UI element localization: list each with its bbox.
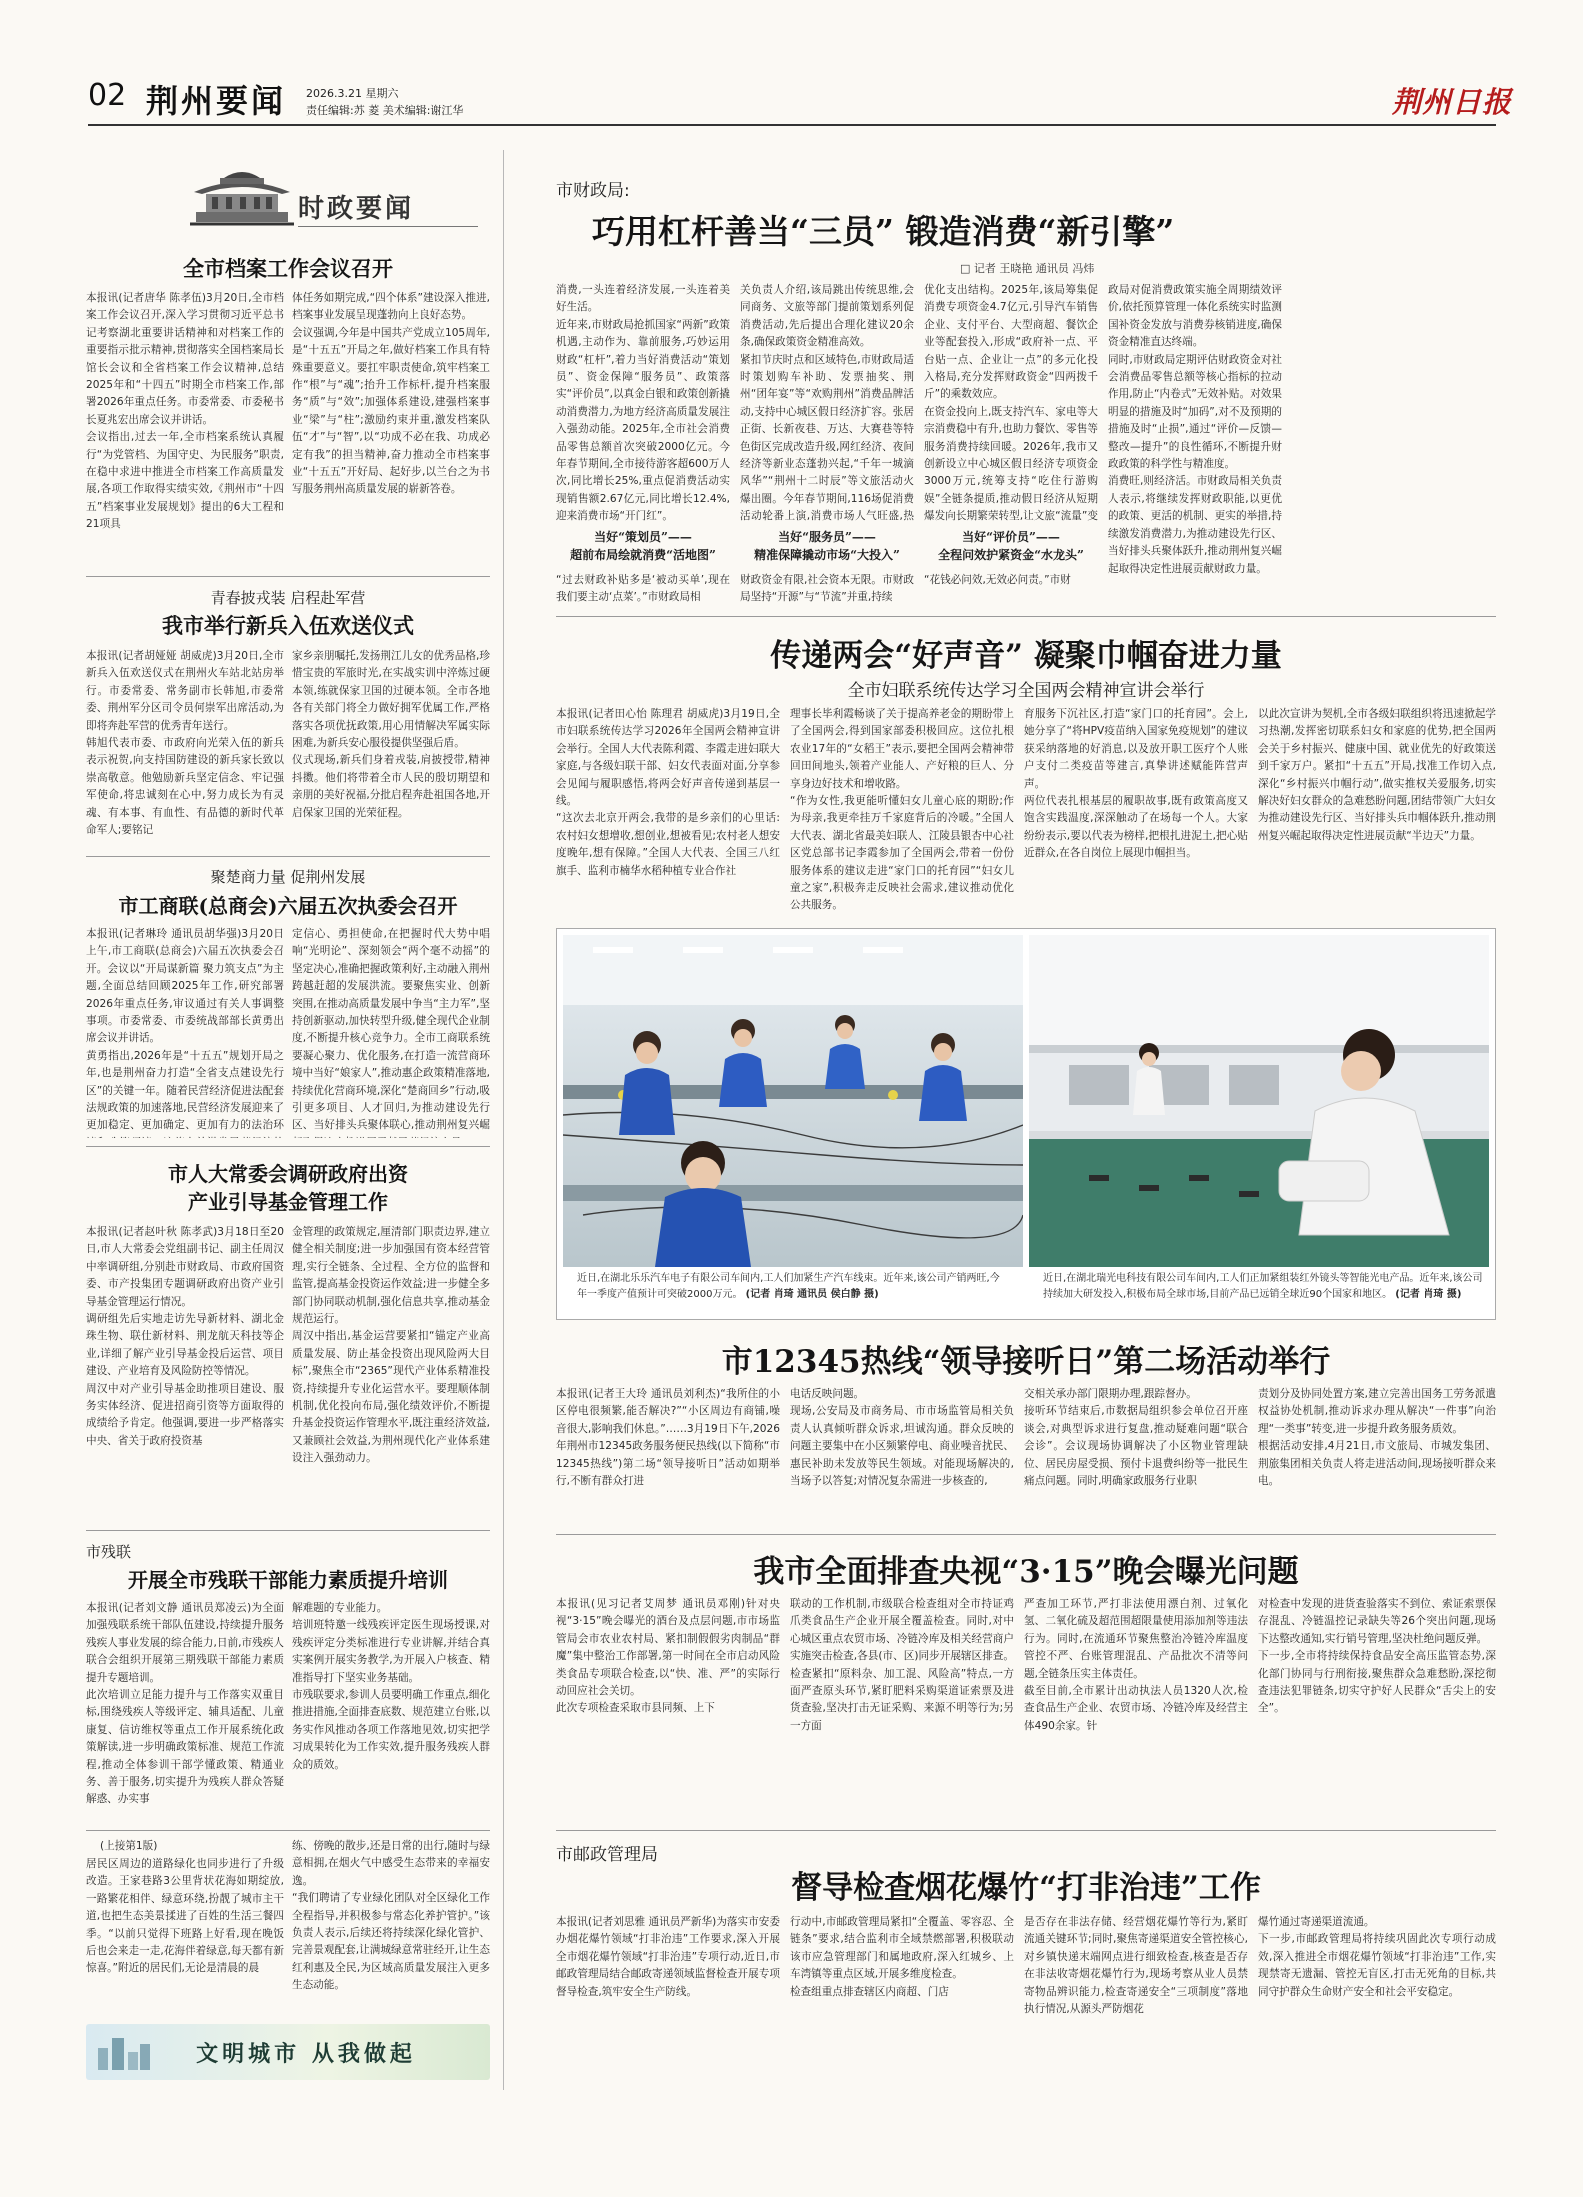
- article-title: 我市举行新兵入伍欢送仪式: [162, 613, 414, 638]
- article-title: 传递两会“好声音” 凝聚巾帼奋进力量: [770, 638, 1282, 674]
- article-body-col1b: “过去财政补贴多是‘被动买单’,现在我们要主动‘点菜’。”市财政局相: [556, 574, 730, 604]
- article-title: 开展全市残联干部能力素质提升培训: [128, 1568, 448, 1592]
- divider: [86, 1146, 490, 1147]
- article-body-col1: 本报讯(记者刘文静 通讯员郑凌云)为全面加强残联系统干部队伍建设,持续提升服务残疾人事业发展的综合能力,日前,市残疾人联合会组织开展第三期残联干部能力素质提升专题培训。 此次培训立足能力提升与工作落实双重目标,围绕残疾人等级评定、辅具适配、儿童康复、信访维权等重点工作开展系统化政策解读,进一步明确政策标准、规范工作流程,推动全体参训干部学懂政策、精通业务、善于服务,切实提升为残疾人群众答疑解惑、办实事: [86, 1602, 284, 1806]
- article-kicker: 市邮政管理局: [556, 1845, 658, 1865]
- factory-photo-1: [563, 935, 1023, 1267]
- caption-credit: (记者 肖琦 通讯员 侯白静 摄): [745, 1289, 879, 1300]
- article-body-col2b: 财政资金有限,社会资本无限。市财政局坚持“开源”与“节流”并重,持续: [740, 574, 914, 604]
- divider: [86, 1530, 490, 1531]
- article-body-col4: 对检查中发现的进货查验落实不到位、索证索票保存混乱、冷链温控记录缺失等26个突出问题,现场下达整改通知,实行销号管理,坚决杜绝问题反弹。 下一步,全市将持续保持食品安全高压监管态势,深化部门协同与行刑衔接,聚焦群众急难愁盼,深挖彻查违法犯罪链条,切实守护好人民群众“舌尖上的安全”。: [1258, 1598, 1496, 1715]
- article-body-col2: 联动的工作机制,市级联合检查组对全市持证鸡爪类食品生产企业开展全覆盖检查。同时,对中心城区重点农贸市场、冷链冷库及相关经营商户实施突击检查,各县(市、区)同步开展辖区排查。检查紧扣“原料杂、加工混、风险高”特点,一方面严查原头环节,紧盯肥料采购渠道证索票及进货查验,坚决打击无证采购、来源不明等行为;另一方面: [790, 1598, 1014, 1732]
- article-body-col3: 育服务下沉社区,打造“家门口的托育园”。会上,她分享了“将HPV疫苗纳入国家免疫规划”的建议获采纳落地的好消息,以及放开职工医疗个人账户支付二类疫苗等建言,真挚讲述赋能阵营声声。 两位代表扎根基层的履职故事,既有政策高度又饱含实践温度,深深触动了在场每一个人。大家纷纷表示,要以代表为榜样,把根扎进泥土,把心贴近群众,在各自岗位上展现巾帼担当。: [1024, 708, 1248, 860]
- article-title: 督导检查烟花爆竹“打非治违”工作: [791, 1870, 1261, 1906]
- column-divider: [503, 150, 504, 2090]
- column-heading-rule: [298, 226, 478, 227]
- article-body-col1: 本报讯(记者王大玲 通讯员刘利杰)“我所住的小区停电很频繁,能否解决?”“小区周边有商铺,噪音很大,影响我们休息。”……3月19日下午,2026年荆州市12345政务服务便民热线(以下简称“市12345热线”)第二场“领导接听日”活动如期举行,不断有群众打进: [556, 1388, 780, 1488]
- article-body-col2: 解难题的专业能力。 培训班特邀一线残疾评定医生现场授课,对残疾评定分类标准进行专业讲解,并结合真实案例开展实务教学,为开展入户核查、精准指导打下坚实业务基础。 市残联要求,参训人员要明确工作重点,细化推进措施,全面排查底数、规范建立台账,以务实作风推动各项工作落地见效,切实把学习成果转化为工作实效,提升服务残疾人群众的质效。: [292, 1602, 490, 1771]
- photo-caption-2: [1043, 1271, 1483, 1303]
- article-subhead: 当好“服务员”—— 精准保障撬动市场“大投入”: [754, 530, 900, 562]
- article-body-col1: 本报讯(记者琳玲 通讯员胡华强)3月20日上午,市工商联(总商会)六届五次执委会召开。会议以“开局谋新篇 聚力筑支点”为主题,全面总结回顾2025年工作,研究部署2026年重点任务,审议通过有关人事调整事项。市委常委、市委统战部部长黄勇出席会议并讲话。 黄勇指出,2026年是“十五五”规划开局之年,也是荆州奋力打造“全省支点建设先行区”的关键一年。随着民营经济促进法配套法规政策的加速落地,民营经济发展迎来了更加稳定、更加确定、更加有力的法治环: [86, 928, 284, 1132]
- column-heading: [190, 160, 480, 240]
- photo-caption-1: [577, 1271, 1007, 1303]
- article-body-col1: 本报讯(记者唐华 陈孝伍)3月20日,全市档案工作会议召开,深入学习贯彻习近平总书记考察湖北重要讲话精神和对档案工作的重要指示批示精神,贯彻落实全国档案局长馆长会议和全省档案工作会议精神,总结2025年和“十四五”时期全市档案工作,部署2026年重点任务。市委常委、市委秘书长夏兆宏出席会议并讲话。 会议指出,过去一年,全市档案系统认真履行“为党管档、为国守史、为民服务”职责,在稳中求进中推进全市档案工作高质量发展,各项工作取得实绩实效,《荆州市“十四五”档案事业发展规划》提出的6大工程和21项具: [86, 292, 284, 531]
- article-body-col1: 居民区周边的道路绿化也同步进行了升级改造。王家巷路3公里背状花海如期绽放,一路繁花相伴、绿意环绕,扮靓了城市主干道,也把生态美景揉进了百姓的生活三餐四季。“以前只觉得下班路上好看,现在晚饭后也会来走一走,花海伴着绿意,每天都有新惊喜。”附近的居民们,无论是清晨的晨: [86, 1858, 284, 1975]
- article-kicker: 聚楚商力量 促荆州发展: [210, 868, 366, 886]
- article-body-col2: 家乡亲朋嘱托,发扬荆江儿女的优秀品格,珍惜宝贵的军旅时光,在实战实训中淬炼过硬本领,练就保家卫国的过硬本领。全市各地各有关部门将全力做好拥军优属工作,严格落实各项优抚政策,用心用情解决军属实际困难,为新兵安心服役提供坚强后盾。 仪式现场,新兵们身着戎装,肩披授带,精神抖擞。他们将带着全市人民的殷切期望和亲朋的美好祝福,分批启程奔赴祖国各地,开启保家卫国的光荣征程。: [292, 650, 490, 819]
- article-body-col3: 优化支出结构。2025年,该局筹集促消费专项资金4.7亿元,引导汽车销售企业、支付平台、大型商超、餐饮企业等配套投入,形成“政府补一点、平台贴一点、企业让一点”的多元化投入格局,充分发挥财政资金“四两拨千斤”的乘数效应。 在资金投向上,既支持汽车、家电等大宗消费稳中有升,也助力餐饮、零售等服务消费持续回暖。2026年,我市又创新设立中心城区假日经济专项资金3000万元,统筹支持“吃住行游购娱”全链条提质,推动假日经济从短期爆发向长期繁荣转型,让文旅“流量”变: [924, 284, 1098, 523]
- article-subtitle: 全市妇联系统传达学习全国两会精神宣讲会举行: [847, 681, 1205, 701]
- article-body-col1: 本报讯(记者赵叶秋 陈孝武)3月18日至20日,市人大常委会党组副书记、副主任周汉中率调研组,分别赴市财政局、市政府国资委、市产投集团专题调研政府出资产业引导基金管理运行情况。 调研组先后实地走访先导新材料、湖北金珠生物、联仕新材料、荆龙航天科技等企业,详细了解产业引导基金投后运营、项目建设、产业培育及风险防控等情况。 周汉中对产业引导基金助推项目建设、服务实体经济、促进招商引资等方面取得的成绩给予肯定。他强调,要进一步严格落实中央、省关于政府投资基: [86, 1226, 284, 1447]
- article-body-col2: 行动中,市邮政管理局紧扣“全覆盖、零容忍、全链条”要求,结合监利市全域禁燃部署,积极联动该市应急管理部门和属地政府,深入红城乡、上车湾镇等重点区域,开展多维度检查。 检查组重点排查辖区内商超、门店: [790, 1916, 1014, 1998]
- article-body-col3: 严查加工环节,严打非法使用漂白剂、过氧化氢、二氧化硫及超范围超限量使用添加剂等违法行为。同时,在流通环节聚焦整治冷链冷库温度管控不严、台账管理混乱、产品批次不清等问题,全链条压实主体责任。 截至目前,全市累计出动执法人员1320人次,检查食品生产企业、农贸市场、冷链冷库及经营主体490余家。针: [1024, 1598, 1248, 1732]
- jump-line: (上接第1版): [100, 1840, 158, 1852]
- divider: [556, 616, 1496, 617]
- divider: [86, 1830, 490, 1831]
- banner-text: 文明城市 从我做起: [196, 2041, 416, 2067]
- article-body-col1: 本报讯(记者胡娅娅 胡威虎)3月20日,全市新兵入伍欢送仪式在荆州火车站北站房举行。市委常委、常务副市长韩旭,市委常委、荆州军分区司令员何崇军出席活动,为即将奔赴军营的优秀青年送行。 韩旭代表市委、市政府向光荣入伍的新兵表示祝贺,向支持国防建设的新兵家长致以崇高敬意。他勉励新兵坚定信念、牢记强军使命,将忠诚刻在心中,努力成长为有灵魂、有本事、有血性、有品德的新时代革命军人;要铭记: [86, 650, 284, 837]
- civic-banner: [86, 2024, 490, 2080]
- skyline-icon: [94, 2032, 154, 2072]
- pavilion-icon: [190, 164, 294, 228]
- caption-text: 近日,在湖北瑞光电科技有限公司车间内,工人们正加紧组装红外镜头等智能光电产品。近年来,该公司持续加大研发投入,积极布局全球市场,目前产品已远销全球近90个国家和地区。: [1043, 1273, 1483, 1300]
- article-body-col2: 理事长毕利霞畅谈了关于提高养老金的期盼带上了全国两会,得到国家部委积极回应。这位扎根农业17年的“女稻王”表示,要把全国两会精神带回田间地头,领着产业能人、产好粮的巨人、分享身边好技术和增收路。 “作为女性,我更能听懂妇女儿童心底的期盼;作为母亲,我更牵挂万千家庭背后的冷暖。”全国人大代表、湖北省最美妇联人、江陵县银杏中心社区党总部书记李霞参加了全国两会,带着一份份服务体系的建议走进“家门口的托育园”“妇女儿童之家”,积极奔走反映社会需求,建议推动优化公共服务。: [790, 708, 1014, 912]
- article-title: 我市全面排查央视“3·15”晚会曝光问题: [753, 1554, 1299, 1590]
- article-title: 巧用杠杆善当“三员” 锻造消费“新引擎”: [592, 212, 1175, 251]
- factory-photo-2: [1029, 935, 1489, 1267]
- article-title: 全市档案工作会议召开: [183, 256, 393, 281]
- editors: 责任编辑:苏 菱 美术编辑:谢江华: [306, 104, 464, 117]
- article-body-col2: 体任务如期完成,“四个体系”建设深入推进,档案事业发展呈现蓬勃向上良好态势。 会议强调,今年是中国共产党成立105周年,是“十五五”开局之年,做好档案工作具有特殊重要意义。要扛牢职责使命,筑牢档案工作“根”与“魂”;抬升工作标杆,提升档案服务“质”与“效”;加强体系建设,建强档案事业“梁”与“柱”;激励约束并重,激发档案队伍“才”与“智”,以“功成不必在我、功成必定有我”的担当精神,奋力推动全市档案事业“十五五”开好局、起好步,以兰台之为书写服务荆州高质量发展的崭新答卷。: [292, 292, 490, 496]
- column-heading-text: 时政要闻: [298, 194, 415, 224]
- photo-box: [556, 928, 1496, 1320]
- article-body-col4: 爆竹通过寄递渠道流通。 下一步,市邮政管理局将持续巩固此次专项行动成效,深入推进全市烟花爆竹领域“打非治违”工作,实现禁寄无遗漏、管控无盲区,打击无死角的目标,共同守护群众生命财产安全和社会平安稳定。: [1258, 1916, 1496, 1998]
- article-title-line2: 产业引导基金管理工作: [188, 1190, 388, 1214]
- section-name: 荆州要闻: [146, 82, 287, 120]
- article-body-col1: 消费,一头连着经济发展,一头连着美好生活。 近年来,市财政局抢抓国家“两新”政策机遇,主动作为、靠前服务,巧妙运用财政“杠杆”,着力当好消费活动“策划员”、资金保障“服务员”、政策落实“评价员”,以真金白银和政策创新撬动消费潜力,为地方经济高质量发展注入强劲动能。2025年,全市社会消费品零售总额首次突破2000亿元。今年春节期间,全市接待游客超600万人次,同比增长25%,重点促消费活动实现销售额2.67亿元,同比增长12.4%,迎来消费市场“开门红”。: [556, 284, 730, 523]
- article-kicker: 青春披戎装 启程赴军营: [210, 589, 366, 607]
- article-body-col4: 政局对促消费政策实施全周期绩效评价,依托预算管理一体化系统实时监测国补资金发放与消费券核销进度,确保资金精准直达终端。 同时,市财政局定期评估财政资金对社会消费品零售总额等核心指标的拉动作用,防止“内卷式”无效补贴。对效果明显的措施及时“加码”,对不及预期的措施及时“止损”,通过“评价—反馈—整改—提升”的良性循环,不断提升财政政策的科学性与精准度。 消费旺,则经济活。市财政局相关负责人表示,将继续发挥财政职能,以更优的政策、更活的机制、更实的举措,持续激发消费潜力,为推动建设先行区、当好排头兵聚体跃升,推动荆州复兴崛起取得决定性进展贡献财政力量。: [1108, 284, 1282, 575]
- masthead-rule: [88, 124, 1496, 126]
- article-body-col2: 金管理的政策规定,厘清部门职责边界,建立健全相关制度;进一步加强国有资本经营管理,实行全链条、全过程、全方位的监督和监管,提高基金投资运作效益;进一步健全多部门协同联动机制,强化信息共享,推动基金规范运行。 周汉中指出,基金运营要紧扣“锚定产业高质量发展、防止基金投资出现风险两大目标”,聚焦全市“2365”现代产业体系精准投资,持续提升专业化运营水平。要理顺体制机制,优化投向布局,强化绩效评价,不断提升基金投资运作管理水平,既注重经济效益,又兼顾社会效益,为荆州现代化产业体系建设注入强劲动力。: [292, 1226, 490, 1465]
- article-kicker: 市财政局:: [556, 181, 630, 201]
- paper-logo: 荆州日报: [1392, 85, 1513, 119]
- article-kicker: 市残联: [86, 1543, 132, 1561]
- article-body-col3: 交相关承办部门限期办理,跟踪督办。 接听环节结束后,市数据局组织参会单位召开座谈会,对典型诉求进行复盘,推动疑难问题“联合会诊”。会议现场协调解决了小区物业管理缺位、居民房屋受损、预付卡退费纠纷等一批民生痛点问题。同时,明确家政服务行业职: [1024, 1388, 1248, 1488]
- article-title: 市12345热线“领导接听日”第二场活动举行: [721, 1344, 1331, 1380]
- masthead: [0, 0, 1583, 140]
- article-body-col3b: “花钱必问效,无效必问责。”市财: [924, 574, 1071, 586]
- article-subhead: 当好“策划员”—— 超前布局绘就消费“活地图”: [570, 530, 716, 562]
- byline: □ 记者 王晓艳 通讯员 冯炜: [960, 262, 1095, 275]
- divider: [86, 576, 490, 577]
- article-title-line1: 市人大常委会调研政府出资: [168, 1162, 408, 1186]
- divider: [556, 1534, 1496, 1535]
- divider: [86, 856, 490, 857]
- article-body-col2: 练、傍晚的散步,还是日常的出行,随时与绿意相拥,在烟火气中感受生态带来的幸福安逸。 “我们聘请了专业绿化团队对全区绿化工作全程指导,并积极参与常态化养护管护。”该负责人表示,后续还将持续深化绿化管护、完善景观配套,让满城绿意常驻经开,让生态红利惠及全民,为区域高质量发展注入更多生态动能。: [292, 1840, 490, 1992]
- article-body-col1: 本报讯(见习记者艾周梦 通讯员邓刚)针对央视“3·15”晚会曝光的酒台及点层问题,市市场监管局会市农业农村局、紧扣制假假劣肉制品“群魔”集中整治工作部署,第一时间在全市启动风险类食品专项联合检查,以“快、准、严”的实际行动回应社会关切。 此次专项检查采取市县同频、上下: [556, 1598, 780, 1715]
- article-body-col4: 责划分及协同处置方案,建立完善出国务工劳务派遣权益协处机制,推动诉求办理从解决“一件事”向治理“一类事”转变,进一步提升政务服务质效。 根据活动安排,4月21日,市文旅局、市城发集团、荆旅集团相关负责人将走进活动间,现场接听群众来电。: [1258, 1388, 1496, 1488]
- issue-date: 2026.3.21 星期六: [306, 87, 399, 100]
- page-number: 02: [88, 78, 127, 113]
- article-body-col4: 以此次宣讲为契机,全市各级妇联组织将迅速掀起学习热潮,发挥密切联系妇女和家庭的优势,把全国两会关于乡村振兴、健康中国、就业优先的好政策送到千家万户。紧扣“十五五”开局,找准工作切入点,深化“乡村振兴巾帼行动”,做实推权关爱服务,切实解决好妇女群众的急难愁盼问题,团结带领广大妇女为推动建设先行区、当好排头兵巾帼体跃升,推动荆州复兴崛起取得决定性进展贡献“半边天”力量。: [1258, 708, 1496, 842]
- article-body-col1: 本报讯(记者刘思雅 通讯员严新华)为落实市安委办烟花爆竹领域“打非治违”工作要求,深入开展全市烟花爆竹领域“打非治违”专项行动,近日,市邮政管理局结合邮政寄递领域监督检查开展专项督导检查,筑牢安全生产防线。: [556, 1916, 780, 1998]
- caption-text: 近日,在湖北乐乐汽车电子有限公司车间内,工人们加紧生产汽车线束。近年来,该公司产销两旺,今年一季度产值预计可突破2000万元。: [577, 1273, 1000, 1300]
- article-body-col1: 本报讯(记者田心怡 陈理君 胡威虎)3月19日,全市妇联系统传达学习2026年全国两会精神宣讲会举行。全国人大代表陈利霞、李霞走进妇联大家庭,与各级妇联干部、妇女代表面对面,分享参会见闻与履职感悟,将两会好声音传递到基层一线。 “这次去北京开两会,我带的是乡亲们的心里话:农村妇女想增收,想创业,想被看见;农村老人想安度晚年,想有保障。”全国人大代表、全国三八红旗手、监利市楠华水稻种植专业合作社: [556, 708, 780, 877]
- divider: [556, 1830, 1496, 1831]
- article-body-col2: 电话反映问题。 现场,公安局及市商务局、市市场监管局相关负责人认真倾听群众诉求,坦诚沟通。群众反映的问题主要集中在小区频繁停电、商业噪音扰民、惠民补助未发放等民生领域。对能现场解决的,当场予以答复;对情况复杂需进一步核查的,: [790, 1388, 1014, 1488]
- caption-credit: (记者 肖琦 摄): [1395, 1289, 1462, 1300]
- article-body-col2: 定信心、勇担使命,在把握时代大势中唱响“光明论”、深刻领会“两个毫不动摇”的坚定决心,准确把握政策利好,主动融入荆州跨越赶超的发展洪流。要聚焦实业、创新突围,在推动高质量发展中争当“主力军”,坚持创新驱动,加快转型升级,健全现代企业制度,不断提升核心竞争力。全市工商联系统要凝心聚力、优化服务,在打造一流营商环境中当好“娘家人”,推动惠企政策精准落地,持续优化营商环境,深化“楚商回乡”行动,吸引更多项目、人才回归,为推动建设先行区、当好排头兵聚体联心,推动荆州复兴崛: [292, 928, 490, 1132]
- article-body-col2: 关负责人介绍,该局跳出传统思维,会同商务、文旅等部门提前策划系列促消费活动,先后提出合理化建议20余条,确保政策资金精准高效。 紧扣节庆时点和区域特色,市财政局适时策划购车补助、发票抽奖、荆州“团年宴”等“欢购荆州”消费品牌活动,支持中心城区假日经济扩容。张居正街、长新夜巷、万达、大赛巷等特色街区完成改造升级,网红经济、夜间经济等新业态蓬勃兴起,“千年一城滴风华”“荆州十二时辰”等文旅活动火爆出圈。今年春节期间,116场促消费活动轮番上演,消费市场人气旺盛,热: [740, 284, 914, 523]
- article-body-col3: 是否存在非法存储、经营烟花爆竹等行为,紧盯流通关键环节;同时,聚焦寄递渠道安全管控核心,对乡镇快递末端网点进行细致检查,核查是否存在非法收寄烟花爆竹行为,现场考察从业人员禁寄物品辨识能力,检查寄递安全“三项制度”落地执行情况,从源头严防烟花: [1024, 1916, 1248, 2016]
- article-subhead: 当好“评价员”—— 全程问效护紧资金“水龙头”: [938, 530, 1084, 562]
- article-title: 市工商联(总商会)六届五次执委会召开: [118, 894, 458, 918]
